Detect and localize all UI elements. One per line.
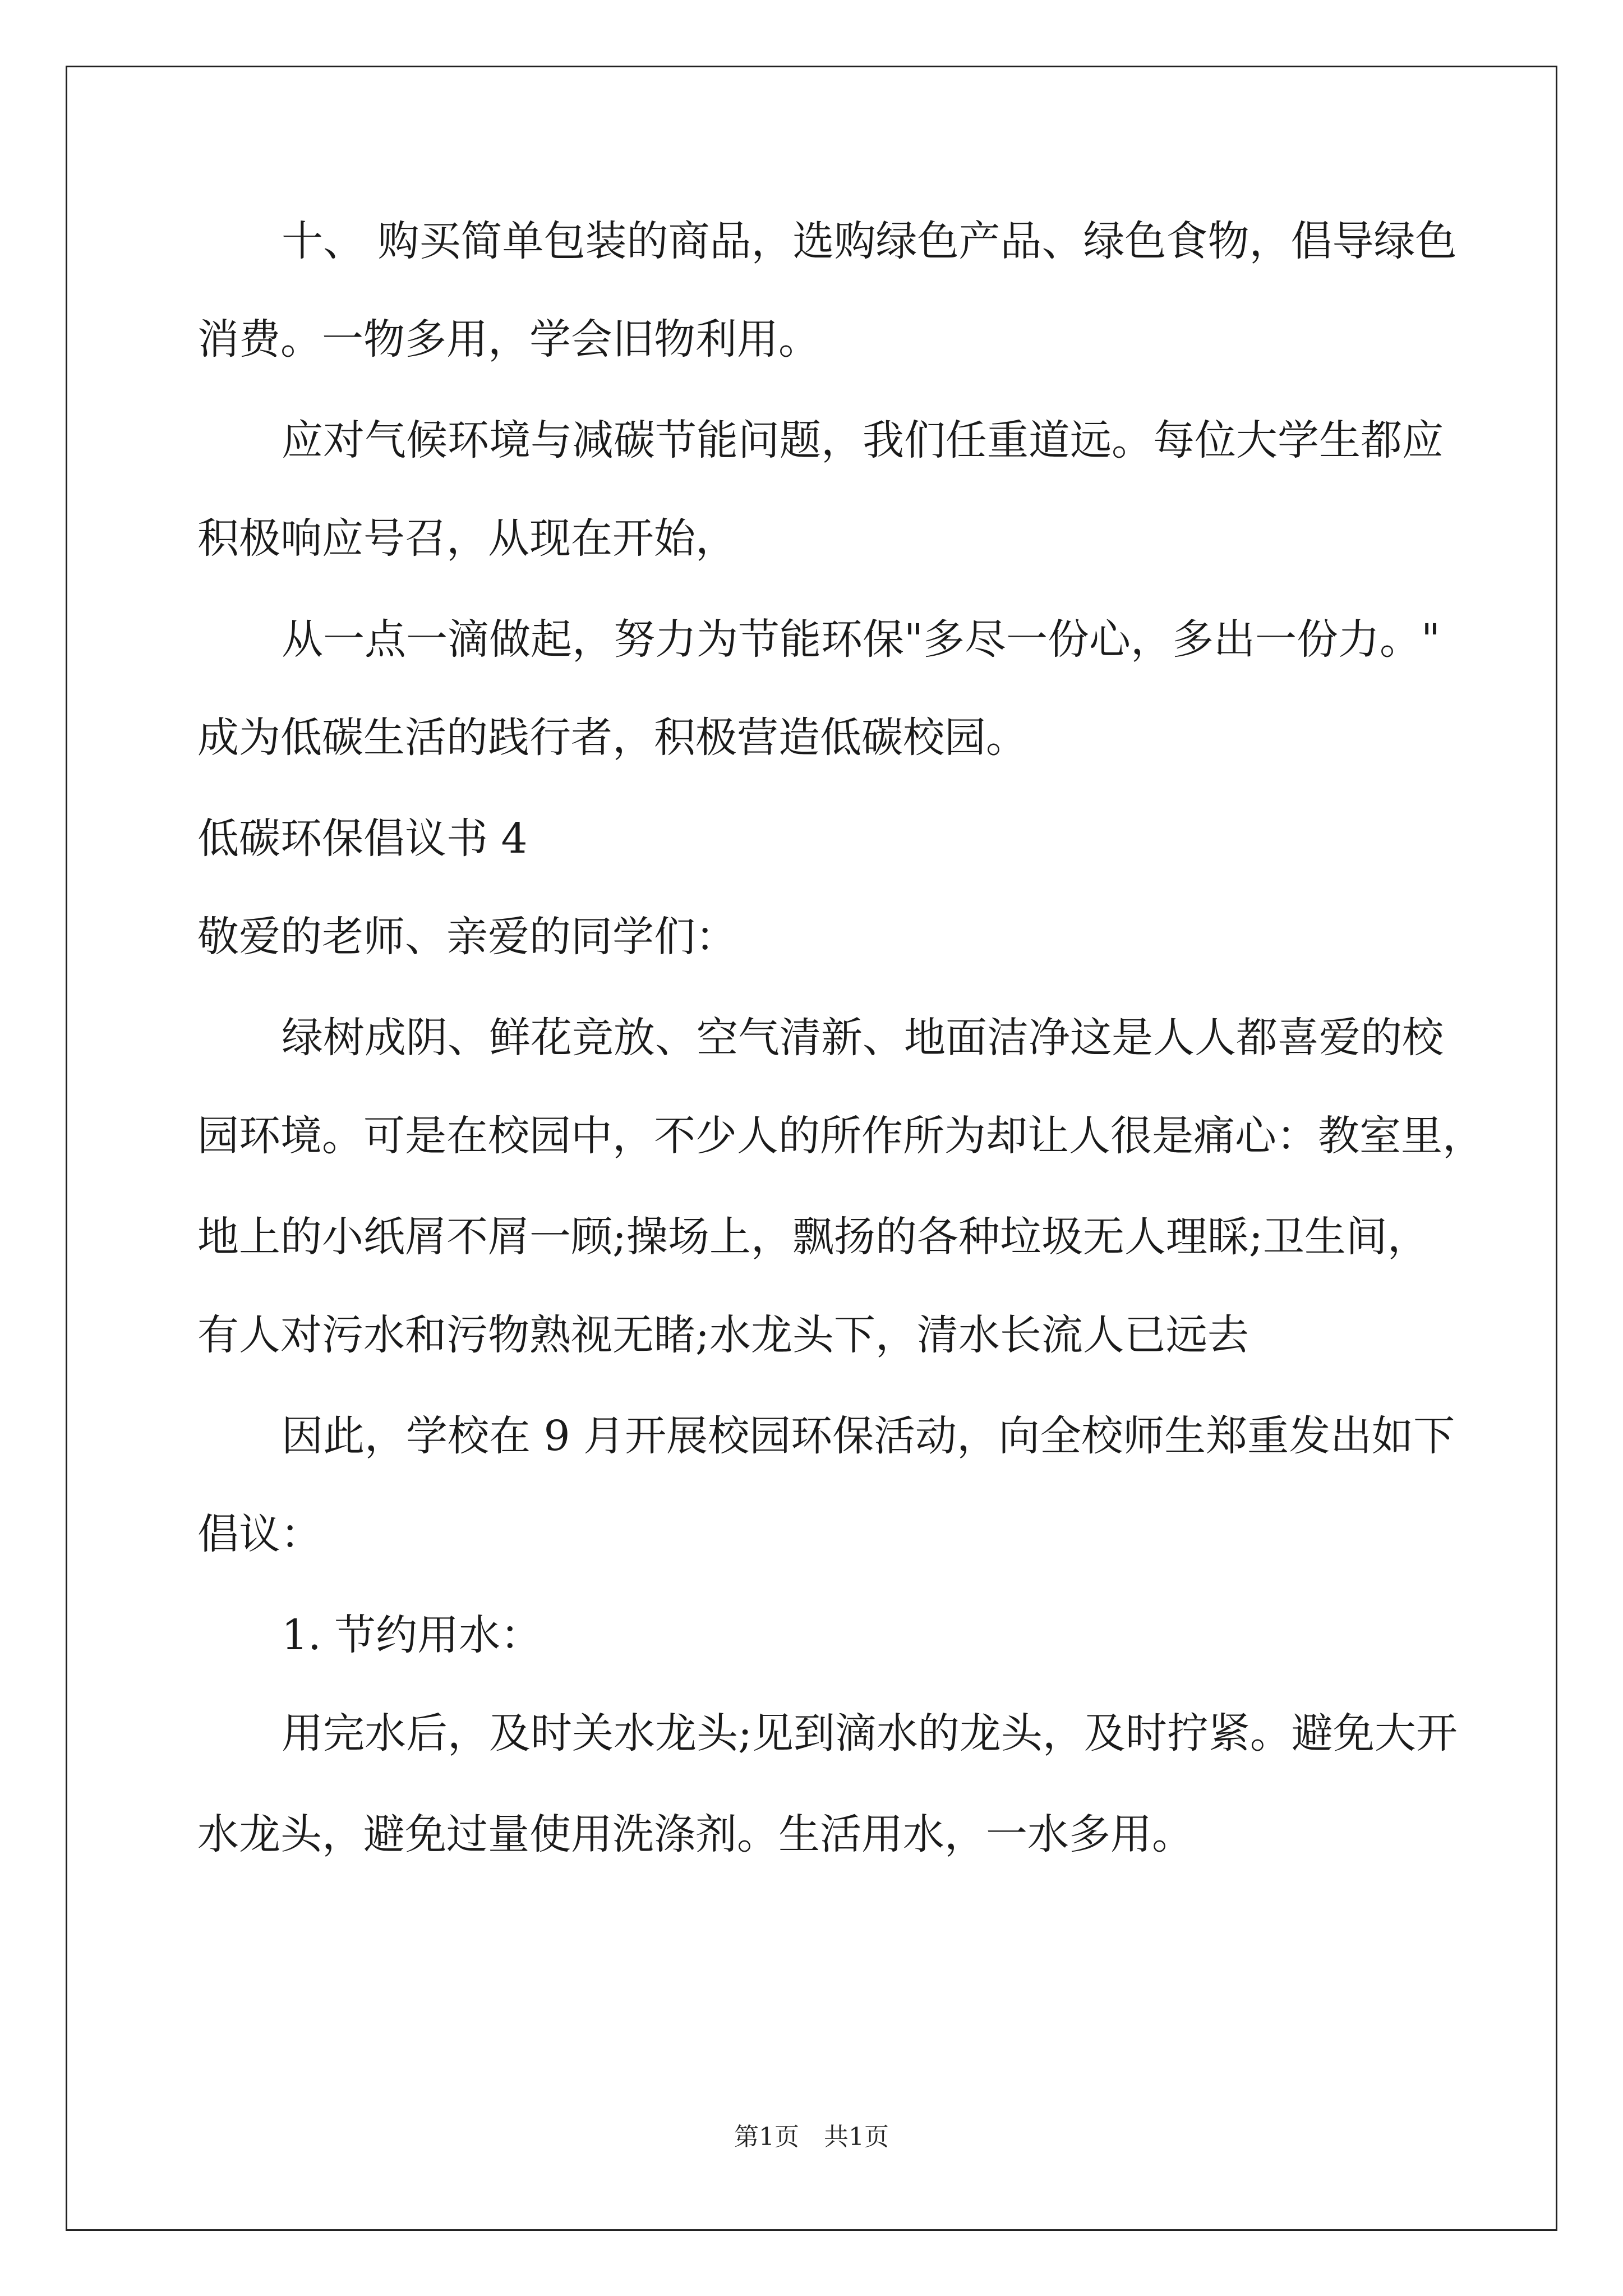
text-line: 应对气候环境与减碳节能问题，我们任重道远。每位大学生都应 <box>282 416 1444 464</box>
text-line: 有人对污水和污物熟视无睹;水龙头下，清水长流人已远去 <box>197 1311 1249 1359</box>
page-footer: 第1页 共1页 <box>734 2123 889 2151</box>
text-line: 消费。一物多用，学会旧物利用。 <box>197 315 820 364</box>
text-line: 水龙头，避免过量使用洗涤剂。生活用水，一水多用。 <box>197 1810 1193 1858</box>
text-line: 地上的小纸屑不屑一顾;操场上，飘扬的各种垃圾无人理睬;卫生间， <box>197 1213 1429 1261</box>
text-line: 园环境。可是在校园中，不少人的所作所为却让人很是痛心：教室里， <box>197 1112 1484 1160</box>
salutation: 敬爱的老师、亲爱的同学们： <box>197 913 737 961</box>
text-line: 因此，学校在 9 月开展校园环保活动，向全校师生郑重发出如下 <box>282 1412 1455 1460</box>
text-line: 成为低碳生活的践行者，积极营造低碳校园。 <box>197 714 1027 762</box>
text-line: 倡议： <box>197 1510 322 1558</box>
section-heading: 低碳环保倡议书 4 <box>197 815 528 863</box>
text-line: 积极响应号召，从现在开始， <box>197 514 737 563</box>
text-line: 十、 购买简单包装的商品，选购绿色产品、绿色食物，倡导绿色 <box>282 217 1457 265</box>
text-line: 从一点一滴做起，努力为节能环保"多尽一份心，多出一份力。" <box>282 615 1441 664</box>
list-item-heading: 1. 节约用水： <box>282 1611 542 1659</box>
text-line: 用完水后，及时关水龙头;见到滴水的龙头，及时拧紧。避免大开 <box>282 1709 1458 1757</box>
text-line: 绿树成阴、鲜花竞放、空气清新、地面洁净这是人人都喜爱的校 <box>282 1014 1444 1062</box>
